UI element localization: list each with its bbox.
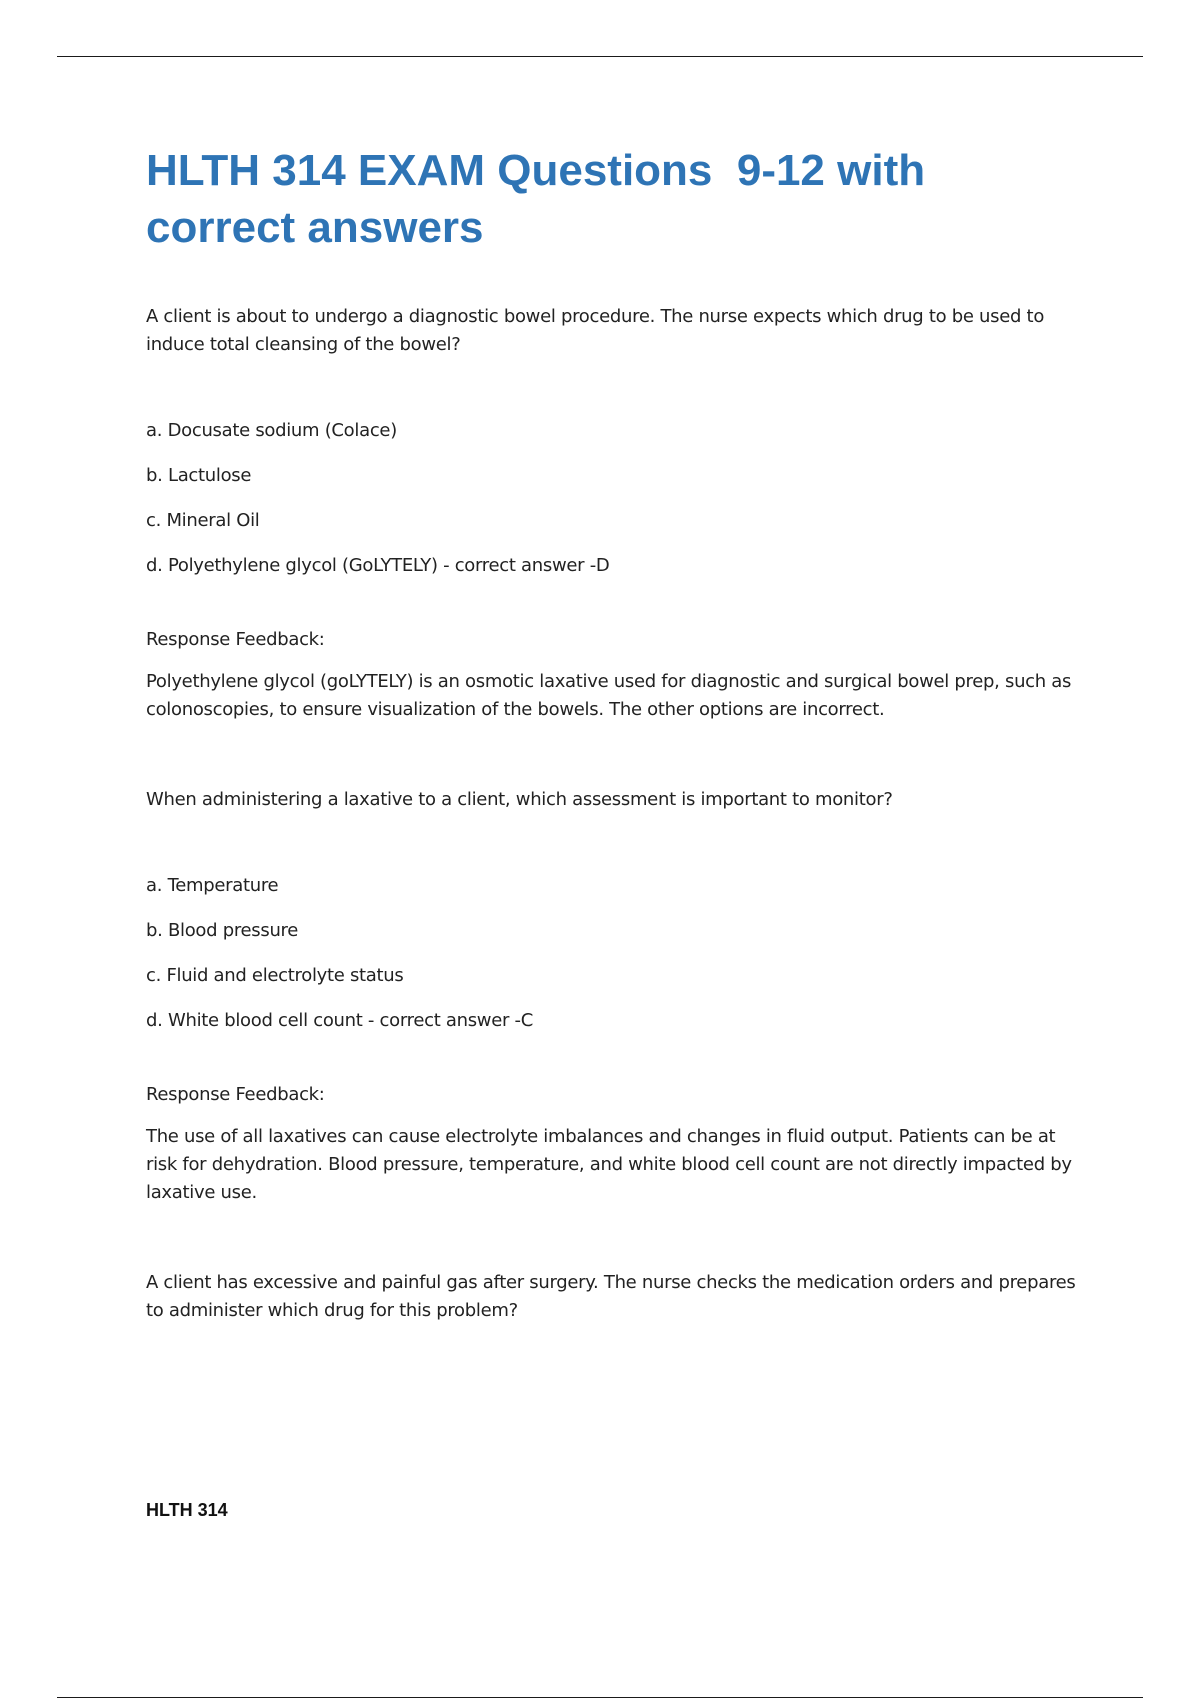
document-title: HLTH 314 EXAM Questions 9-12 with correct answers <box>146 146 938 252</box>
question-block <box>146 786 1086 1207</box>
question-stem: When administering a laxative to a client, which assessment is important to monitor? <box>146 789 893 810</box>
top-rule <box>57 56 1143 57</box>
question-stem: A client is about to undergo a diagnostic bowel procedure. The nurse expects which drug to be used to induce total cleansing of the bowel? <box>146 306 1045 355</box>
bottom-rule <box>57 1697 1143 1698</box>
option-d: d. Polyethylene glycol (GoLYTELY) - correct answer -D <box>146 555 610 576</box>
option-c: c. Fluid and electrolyte status <box>146 965 404 986</box>
option-b: b. Lactulose <box>146 465 252 486</box>
option-c: c. Mineral Oil <box>146 510 260 531</box>
option-d: d. White blood cell count - correct answer -C <box>146 1010 533 1031</box>
question-block <box>146 1269 1086 1325</box>
option-a: a. Temperature <box>146 875 279 896</box>
options-list <box>146 872 1086 1035</box>
option-b: b. Blood pressure <box>146 920 299 941</box>
question-stem: A client has excessive and painful gas after surgery. The nurse checks the medication orders and prepares to administer which drug for this problem? <box>146 1272 1076 1321</box>
feedback-label: Response Feedback: <box>146 629 325 650</box>
footer-course-label: HLTH 314 <box>146 1500 228 1520</box>
feedback-text: Polyethylene glycol (goLYTELY) is an osmotic laxative used for diagnostic and surgical bowel prep, such as colonoscopies, to ensure visualization of the bowels. The other options are incorrect. <box>146 671 1072 720</box>
option-a: a. Docusate sodium (Colace) <box>146 420 397 441</box>
question-block <box>146 303 1086 724</box>
document-page <box>146 142 1086 1325</box>
feedback-text: The use of all laxatives can cause electrolyte imbalances and changes in fluid output. Patients can be at risk for dehydration. Blood pressure, temperature, and white blood cell count are not directly impacted by laxative use. <box>146 1126 1072 1203</box>
feedback-label: Response Feedback: <box>146 1084 325 1105</box>
options-list <box>146 417 1086 580</box>
